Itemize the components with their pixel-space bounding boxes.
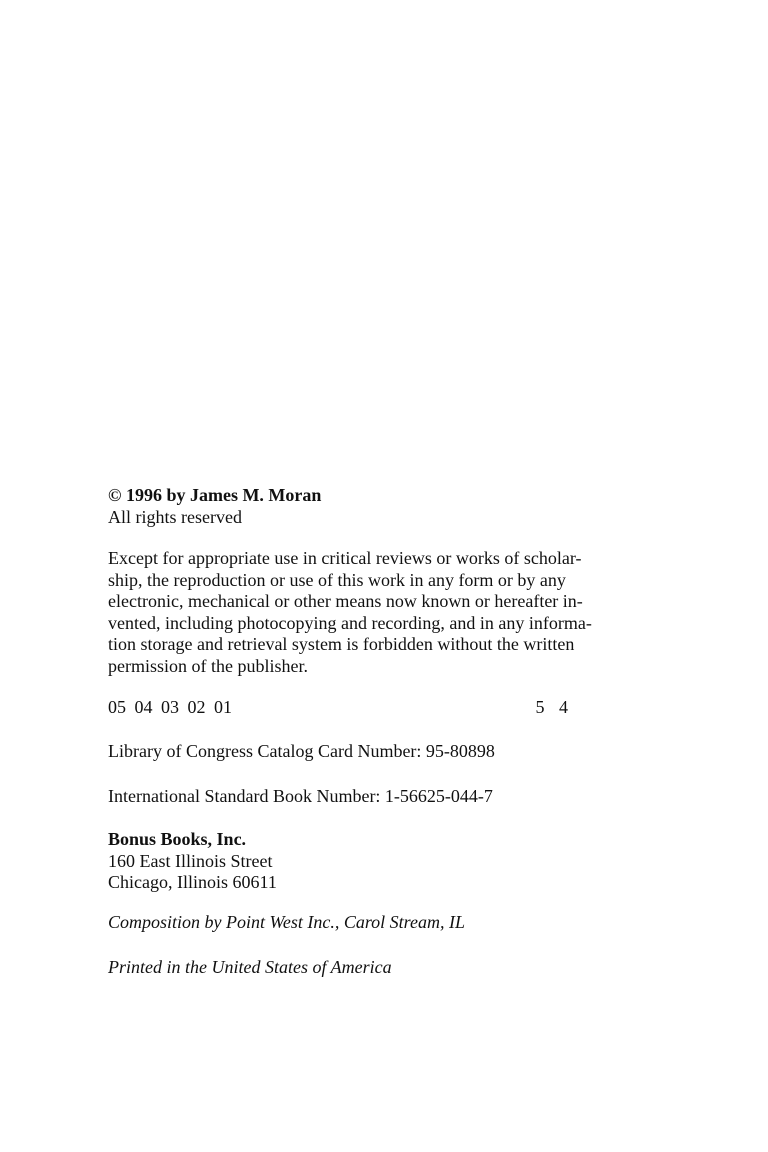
printing-impressions: 5 4 bbox=[535, 697, 568, 717]
composition-credit bbox=[108, 912, 668, 934]
notice-line: permission of the publisher. bbox=[108, 655, 308, 676]
printed-text: Printed in the United States of America bbox=[108, 957, 392, 977]
rights-reserved-line: All rights reserved bbox=[108, 506, 242, 527]
lccn-line bbox=[108, 741, 668, 763]
isbn-line bbox=[108, 786, 668, 808]
printing-years: 05 04 03 02 01 bbox=[108, 697, 232, 717]
notice-line: vented, including photocopying and recording, and in any informa- bbox=[108, 612, 592, 633]
isbn-text: International Standard Book Number: 1-56625-044-7 bbox=[108, 786, 493, 806]
notice-line: ship, the reproduction or use of this work in any form or by any bbox=[108, 569, 566, 590]
notice-line: electronic, mechanical or other means now known or hereafter in- bbox=[108, 591, 583, 611]
publisher-block bbox=[108, 829, 668, 894]
copyright-line: © 1996 by James M. Moran bbox=[108, 485, 322, 505]
publisher-name: Bonus Books, Inc. bbox=[108, 829, 247, 849]
publisher-city: Chicago, Illinois 60611 bbox=[108, 872, 277, 892]
notice-line: Except for appropriate use in critical reviews or works of scholar- bbox=[108, 548, 582, 568]
reproduction-notice bbox=[108, 548, 668, 677]
notice-line: tion storage and retrieval system is forbidden without the written bbox=[108, 634, 575, 654]
lccn-text: Library of Congress Catalog Card Number: 95-80898 bbox=[108, 741, 495, 761]
publisher-street: 160 East Illinois Street bbox=[108, 850, 273, 871]
composition-text: Composition by Point West Inc., Carol Stream, IL bbox=[108, 912, 465, 932]
printed-in-line bbox=[108, 957, 668, 979]
copyright-block bbox=[108, 485, 668, 528]
